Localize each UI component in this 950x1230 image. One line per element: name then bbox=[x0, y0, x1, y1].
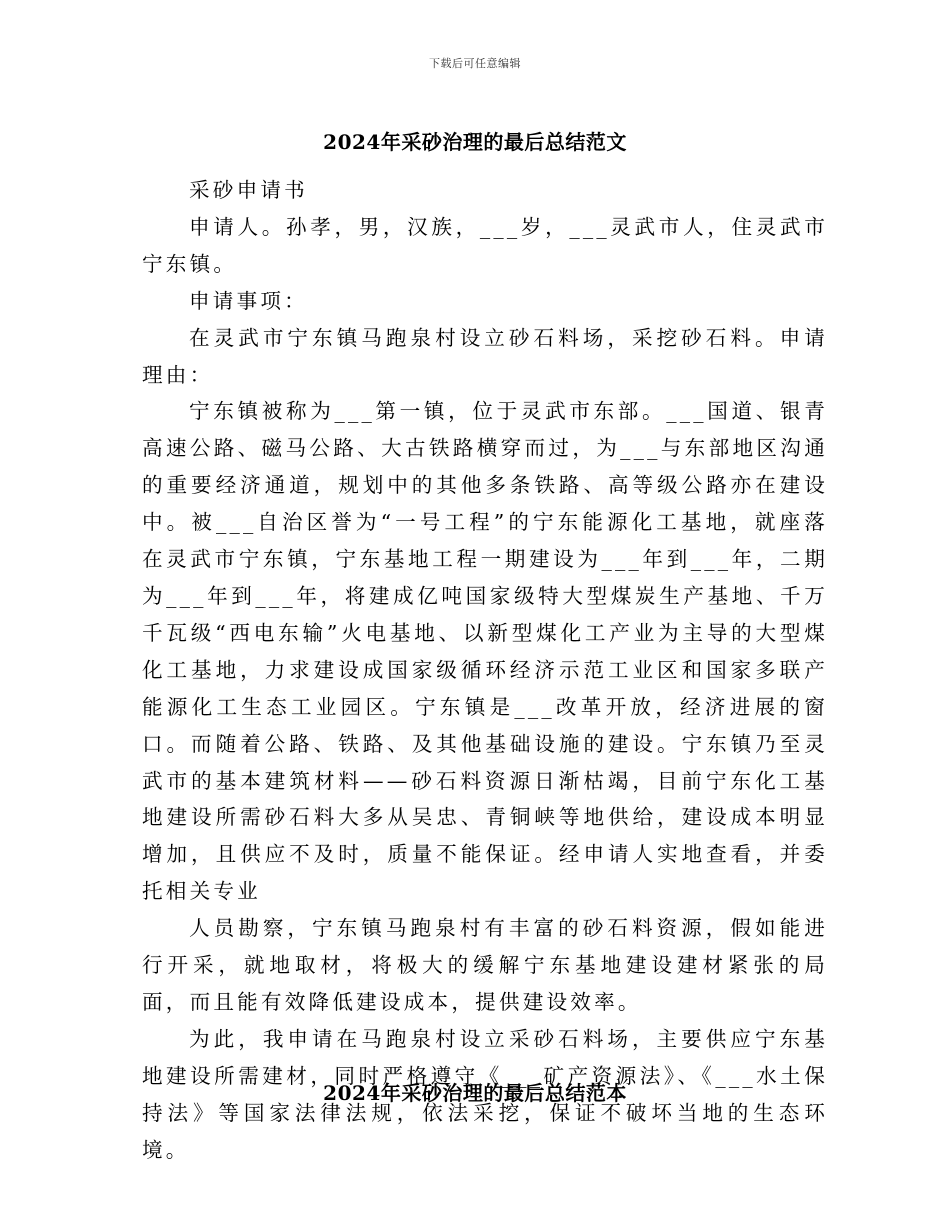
document-title: 2024年采砂治理的最后总结范文 bbox=[323, 130, 627, 154]
paragraph: 人员勘察，宁东镇马跑泉村有丰富的砂石料资源，假如能进行开采，就地取材，将极大的缓解宁东基地建设建材紧张的局面，而且能有效降低建设成本，提供建设效率。 bbox=[142, 916, 828, 1014]
paragraph: 申请事项： bbox=[189, 288, 308, 313]
paragraph: 为此，我申请在马跑泉村设立采砂石料场，主要供应宁东基地建设所需建材，同时严格遵守《___矿产资源法》、《___水土保持法》等国家法律法规，依法采挖，保证不破坏当地的生态环境。 bbox=[142, 1026, 828, 1162]
paragraph: 采砂申请书 bbox=[189, 178, 308, 202]
document-body bbox=[142, 172, 828, 1168]
paragraph: 申请人。孙孝，男，汉族，___岁，___灵武市人，住灵武市宁东镇。 bbox=[142, 214, 828, 276]
paragraph: 在灵武市宁东镇马跑泉村设立砂石料场，采挖砂石料。申请理由： bbox=[142, 325, 828, 387]
page-header: 下载后可任意编辑 bbox=[429, 57, 521, 70]
next-section-title: 2024年采砂治理的最后总结范本 bbox=[323, 1081, 627, 1105]
paragraph: 宁东镇被称为___第一镇，位于灵武市东部。___国道、银青高速公路、磁马公路、大古铁路横穿而过，为___与东部地区沟通的重要经济通道，规划中的其他多条铁路、高等级公路亦在建设中。被___自治区誉为“一号工程”的宁东能源化工基地，就座落在灵武市宁东镇，宁东基地工程一期建设为___年到___年，二期为___年到___年，将建成亿吨国家级特大型煤炭生产基地、千万千瓦级“西电东输”火电基地、以新型煤化工产业为主导的大型煤化工基地，力求建设成国家级循环经济示范工业区和国家多联产能源化工生态工业园区。宁东镇是___改革开放，经济进展的窗口。而随着公路、铁路、及其他基础设施的建设。宁东镇乃至灵武市的基本建筑材料——砂石料资源日渐枯竭，目前宁东化工基地建设所需砂石料大多从吴忠、青铜峡等地供给，建设成本明显增加，且供应不及时，质量不能保证。经申请人实地查看，并委托相关专业 bbox=[142, 399, 828, 904]
